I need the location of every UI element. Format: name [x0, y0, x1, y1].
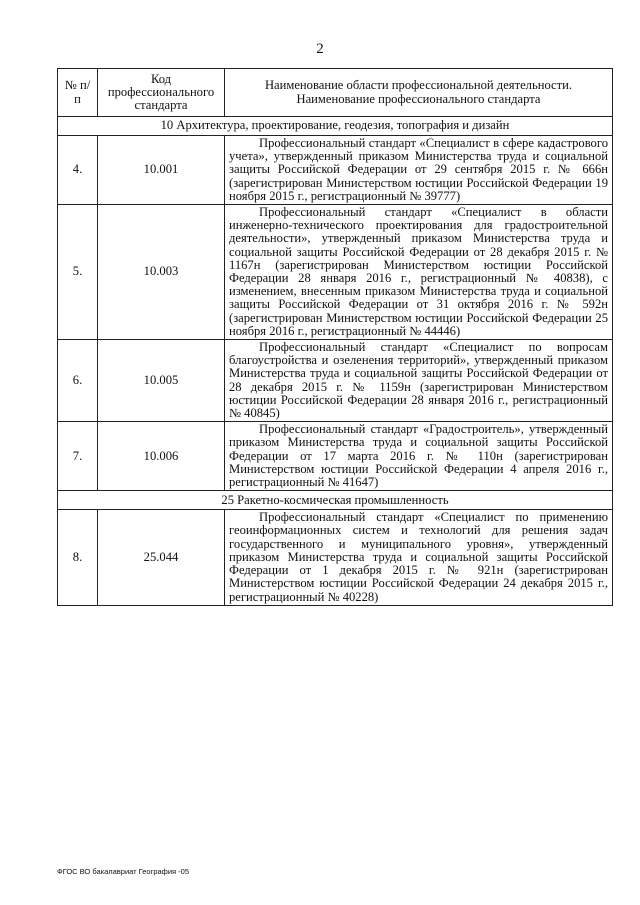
header-code: Код профессионального стандарта: [98, 69, 225, 117]
header-name: [225, 69, 613, 117]
row-code: 10.005: [98, 340, 225, 422]
section-row: [58, 491, 613, 510]
row-text: Профессиональный стандарт «Специалист по вопросам благоустройства и озеленения территорий», утвержденный приказом Министерства труда и социальной защиты Российской Федерации от 28 декабря 2015 г. № 1159н (зарегистрирован Министерством юстиции Российской Федерации 28 января 2016 г., регистрационный № 40845): [229, 340, 608, 421]
section-row: [58, 117, 613, 136]
row-code: 25.044: [98, 510, 225, 605]
section-title: 25 Ракетно-космическая промышленность: [58, 491, 613, 510]
row-text-cell: [225, 510, 613, 605]
table-row: [58, 205, 613, 340]
table-row: [58, 340, 613, 422]
row-text: Профессиональный стандарт «Специалист в сфере кадастрового учета», утвержденный приказом Министерства труда и социальной защиты Российской Федерации от 29 сентября 2015 г. № 666н (зарегистрирован Министерством юстиции Российской Федерации 19 ноября 2015 г., регистрационный № 39777): [229, 136, 608, 203]
row-text-cell: [225, 422, 613, 491]
row-text-cell: [225, 205, 613, 340]
row-text: Профессиональный стандарт «Градостроитель», утвержденный приказом Министерства труда и социальной защиты Российской Федерации от 17 марта 2016 г. № 110н (зарегистрирован Министерством юстиции Российской Федерации 4 апреля 2016 г., регистрационный № 41647): [229, 422, 608, 490]
row-text: Профессиональный стандарт «Специалист по применению геоинформационных систем и технологий для решения задач государственного и муниципального уровня», утвержденный приказом Министерства труда и социальной защиты Российской Федерации от 1 декабря 2015 г. № 921н (зарегистрирован Министерством юстиции Российской Федерации 24 декабря 2015 г., регистрационный № 40228): [229, 510, 608, 604]
header-num: № п/п: [58, 69, 98, 117]
row-num: 8.: [58, 510, 98, 605]
row-text-cell: [225, 340, 613, 422]
table-row: [58, 136, 613, 205]
row-num: 5.: [58, 205, 98, 340]
header-name-line2: Наименование профессионального стандарта: [296, 91, 541, 106]
row-text: Профессиональный стандарт «Специалист в области инженерно-технического проектирования для градостроительной деятельности», утвержденный приказом Министерства труда и социальной защиты Российской Федерации от 28 декабря 2015 г. № 1167н (зарегистрирован Министерством юстиции Российской Федерации 28 января 2016 г., регистрационный № 40838), с изменением, внесенным приказом Министерства труда и социальной защиты Российской Федерации от 31 октября 2016 г. № 592н (зарегистрирован Министерством юстиции Российской Федерации 25 ноября 2016 г., регистрационный № 44446): [229, 205, 608, 338]
standards-table: [57, 68, 613, 606]
page-number: 2: [316, 41, 324, 57]
row-code: 10.006: [98, 422, 225, 491]
row-num: 6.: [58, 340, 98, 422]
footer-text: ФГОС ВО бакалавриат География -05: [57, 867, 190, 876]
section-title: 10 Архитектура, проектирование, геодезия, топография и дизайн: [58, 117, 613, 136]
row-code: 10.001: [98, 136, 225, 205]
header-name-line1: Наименование области профессиональной деятельности.: [264, 78, 573, 93]
table-header: [58, 69, 613, 117]
row-text-cell: [225, 136, 613, 205]
table-row: [58, 510, 613, 605]
table-row: [58, 422, 613, 491]
row-num: 4.: [58, 136, 98, 205]
row-num: 7.: [58, 422, 98, 491]
row-code: 10.003: [98, 205, 225, 340]
